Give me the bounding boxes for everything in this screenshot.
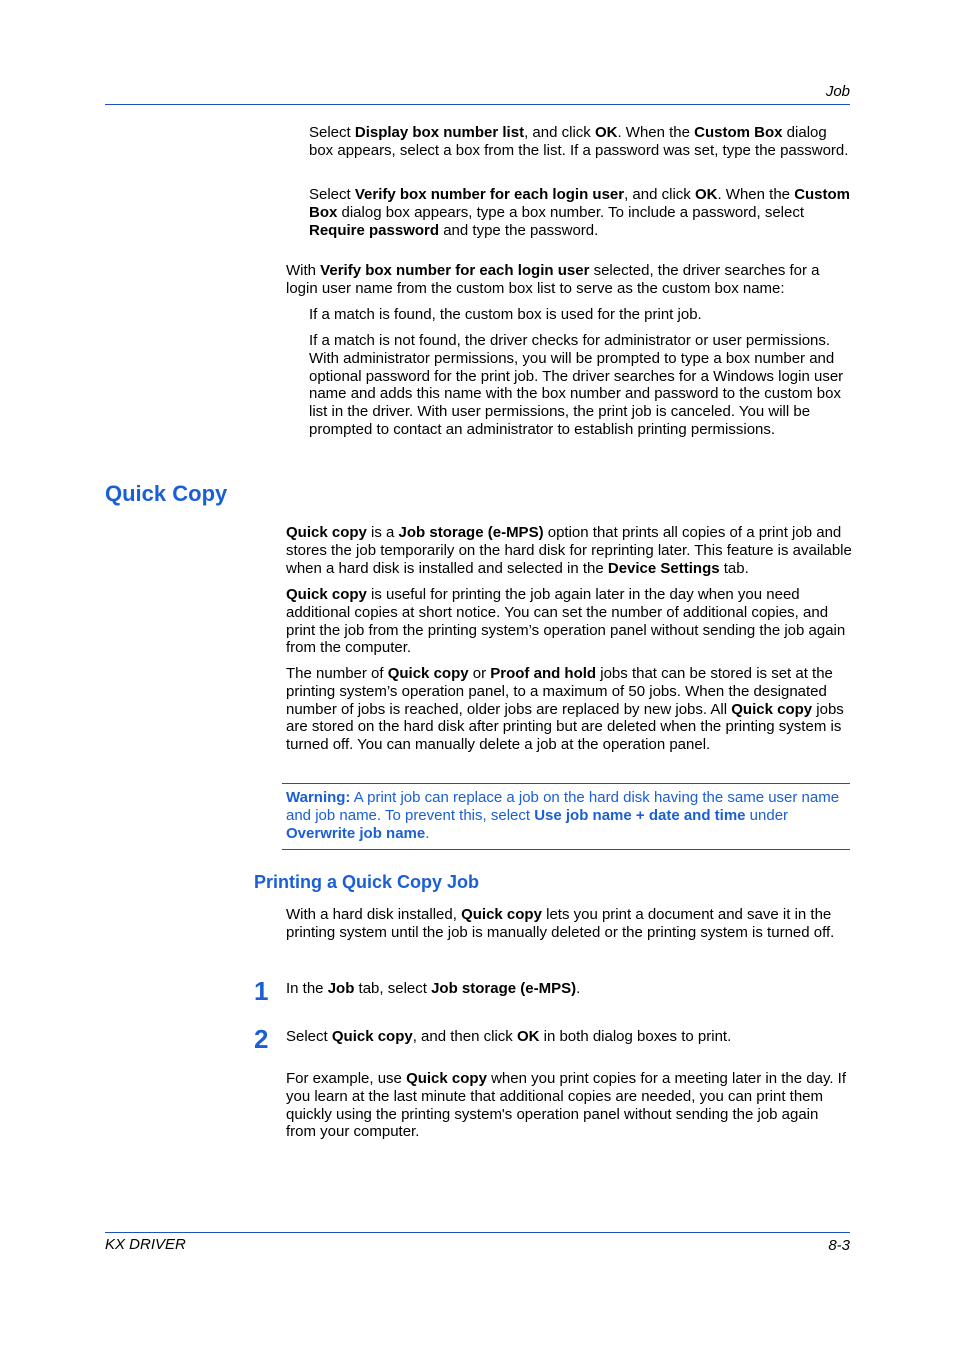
text-run: , and click [624, 186, 695, 203]
text-run: jobs are stored on the hard disk after printing but are deleted when the printing system is turned off. You can manually delete a job at the operation panel. [286, 700, 844, 754]
bold-term: Overwrite job name [286, 824, 426, 842]
text-run: under [745, 806, 789, 824]
footer-rule [105, 1232, 850, 1233]
text-run: tab. [719, 559, 749, 577]
step-1-text [286, 980, 852, 998]
quick-copy-paragraph-2 [286, 586, 854, 657]
text-run: . When the [617, 124, 695, 141]
bold-term: Device Settings [607, 559, 720, 577]
bold-term: Custom Box [309, 186, 851, 221]
printing-quick-copy-heading: Printing a Quick Copy Job [254, 872, 480, 892]
text-run: lets you print a document and save it in the printing system until the job is manually deleted or the printing system is turned off. [286, 906, 835, 941]
text-run: A print job can replace a job on the hard disk having the same user name and job name. To prevent this, select [286, 789, 840, 824]
text-run: Select [309, 124, 355, 141]
text-run: In the [286, 980, 328, 997]
running-header: Job [825, 83, 850, 100]
text-run: If a match is not found, the driver checks for administrator or user permissions. With administrator permissions, you will be prompted to type a box number and optional password for the print job. The driver searches for a Windows login user name and adds this name with the box number and password to the custom box list in the driver. With user permissions, the print job is canceled. You will be prompted to contact an administrator to establish printing permissions. [309, 332, 844, 438]
bold-term: Quick copy [331, 1028, 413, 1045]
bold-term: Quick copy [387, 665, 469, 682]
option-verify-box-number [309, 186, 854, 239]
text-run: is useful for printing the job again later in the day when you need additional copies at short notice. You can set the number of additional copies, and print the job from the printing system’s operation panel without sending the job again from the computer. [286, 586, 846, 657]
bold-term: Quick copy [461, 906, 542, 923]
bold-term: Job [327, 980, 355, 997]
printing-intro-paragraph [286, 906, 852, 942]
bold-term: Verify box number for each login user [354, 186, 625, 203]
step-1-number: 1 [254, 976, 269, 1006]
text-run: With a hard disk installed, [286, 906, 462, 923]
step-2-text [286, 1028, 852, 1046]
bold-term: OK [516, 1028, 540, 1045]
footer-product: KX DRIVER [105, 1236, 186, 1253]
bold-term: Warning: [286, 789, 351, 806]
warning-bottom-rule [282, 849, 850, 850]
text-run: Select [309, 186, 355, 203]
footer-page-number: 8-3 [828, 1237, 850, 1254]
bold-term: OK [694, 186, 718, 203]
bold-term: OK [594, 124, 618, 141]
bold-term: Custom Box [694, 124, 783, 141]
warning-note [286, 789, 846, 842]
quick-copy-heading: Quick Copy [105, 481, 228, 506]
text-run: The number of [286, 665, 388, 682]
bold-term: Quick copy [731, 700, 813, 718]
text-run: Select [286, 1028, 332, 1045]
bold-term: Require password [309, 221, 440, 239]
step-2-number: 2 [254, 1024, 269, 1054]
text-run: tab, select [354, 980, 432, 997]
text-run: or [468, 665, 491, 682]
text-run: selected, the driver searches for a login user name from the custom box list to serve as the custom box name: [286, 262, 820, 297]
match-found-paragraph [309, 306, 854, 324]
text-run: when you print copies for a meeting later in the day. If you learn at the last minute that additional copies are needed, you can print them quickly using the printing system's operation panel without sending the job again from your computer. [286, 1070, 847, 1141]
text-run: jobs that can be stored is set at the printing system’s operation panel, to a maximum of 50 jobs. When the designated number of jobs is reached, older jobs are replaced by new jobs. All [286, 665, 833, 718]
text-run: If a match is found, the custom box is used for the print job. [309, 306, 702, 323]
bold-term: Proof and hold [490, 665, 597, 682]
example-paragraph [286, 1070, 852, 1141]
warning-top-rule [282, 783, 850, 784]
bold-term: Quick copy [286, 586, 367, 603]
text-run: . When the [717, 186, 795, 203]
bold-term: Quick copy [286, 524, 367, 541]
text-run: dialog box appears, type a box number. To include a password, select [337, 203, 805, 221]
text-run: is a [366, 524, 399, 541]
text-run: With [286, 262, 321, 279]
bold-term: Use job name + date and time [534, 806, 746, 824]
text-run: dialog box appears, select a box from the list. If a password was set, type the password. [309, 124, 849, 159]
quick-copy-paragraph-1 [286, 524, 854, 577]
text-run: in both dialog boxes to print. [539, 1028, 732, 1045]
bold-term: Job storage (e-MPS) [398, 524, 544, 541]
text-run: For example, use [286, 1070, 407, 1087]
bold-term: Verify box number for each login user [320, 262, 590, 279]
verify-intro-paragraph [286, 262, 852, 298]
text-run: option that prints all copies of a print job and stores the job temporarily on the hard disk for reprinting later. This feature is available when a hard disk is installed and selected in the [286, 524, 852, 577]
bold-term: Job storage (e-MPS) [431, 980, 577, 997]
text-run: and type the password. [439, 221, 599, 239]
option-display-box-list [309, 124, 854, 160]
bold-term: Display box number list [354, 124, 525, 141]
text-run: , and click [524, 124, 595, 141]
text-run: , and then click [412, 1028, 517, 1045]
text-run: . [576, 980, 581, 997]
quick-copy-paragraph-3 [286, 665, 854, 754]
header-rule [105, 104, 850, 105]
text-run: . [425, 824, 430, 842]
bold-term: Quick copy [406, 1070, 487, 1087]
match-not-found-paragraph [309, 332, 854, 439]
